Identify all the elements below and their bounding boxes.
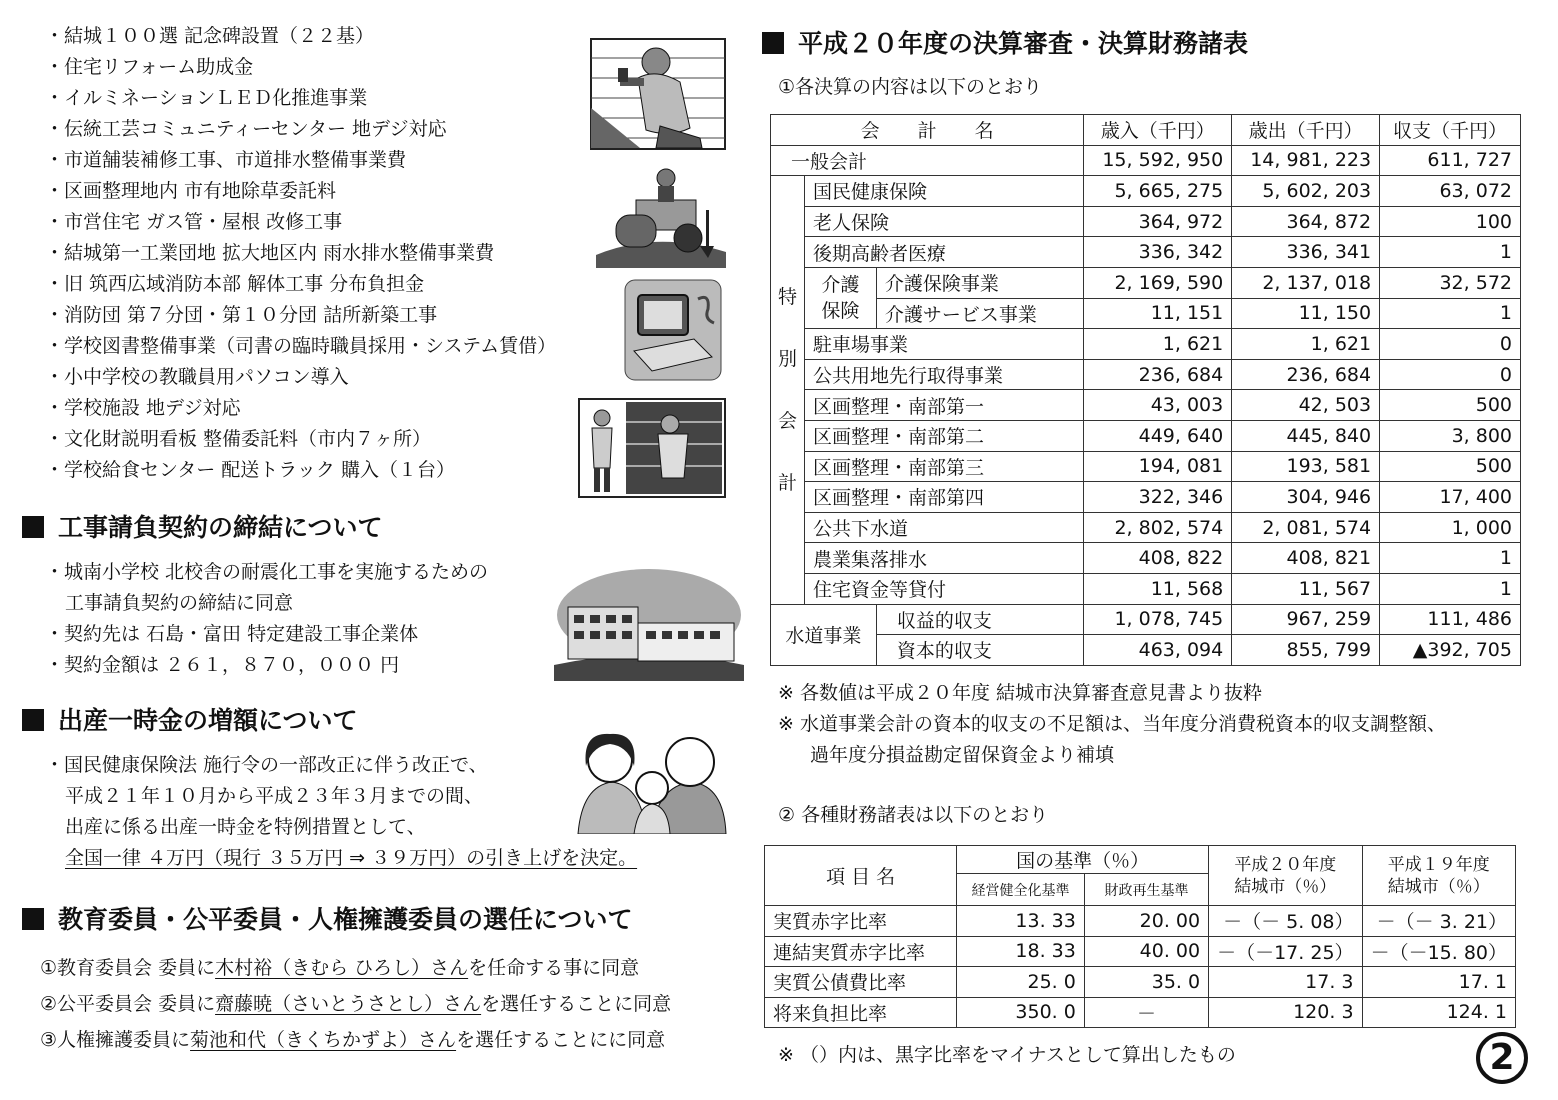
special-account-label: 特 別 会 計 [771,176,805,604]
table-row: 区画整理・南部第一 43, 003 42, 503 500 [771,390,1521,421]
table-row: 将来負担比率 350. 0 － 120. 3 124. 1 [765,997,1516,1028]
contract-line: 契約金額は ２６１，８７０，０００ 円 [64,654,400,676]
ratios-note: ※ （）内は、黒字比率をマイナスとして算出したもの [778,1044,1236,1066]
settlement-title: 平成２０年度の決算審査・決算財務諸表 [798,29,1249,58]
computer-clipart [624,279,722,381]
table-header: 平成１９年度 結城市（％） [1362,846,1515,906]
list-item: ・ 学校給食センター 配送トラック 購入（１台） [45,455,556,486]
list-item: ・ 伝統工芸コミュニティーセンター 地デジ対応 [45,114,556,145]
page-number: 2 [1476,1032,1528,1084]
committee-text [40,950,671,1058]
worker-clipart [590,38,726,150]
table-row: 介護サービス事業 11, 151 11, 150 1 [771,298,1521,329]
table-header-row [765,846,1516,874]
contract-title: 工事請負契約の締結について [58,513,383,542]
table-row: 後期高齢者医療 336, 342 336, 341 1 [771,237,1521,268]
contract-line: 城南小学校 北校舎の耐震化工事を実施するための [64,561,489,583]
table-header: 会 計 名 [771,115,1084,146]
committee-heading [22,900,633,936]
table-row: 区画整理・南部第四 322, 346 304, 946 17, 400 [771,482,1521,513]
project-list [45,21,556,486]
library-clipart [578,398,726,498]
table-row: 住宅資金等貸付 11, 568 11, 567 1 [771,573,1521,604]
table-row: 資本的収支 463, 094 855, 799 ▲392, 705 [771,635,1521,666]
settlement-subtitle: ①各決算の内容は以下のとおり [778,76,1043,98]
settlement-notes [778,678,1446,771]
table-row: 公共用地先行取得事業 236, 684 236, 684 0 [771,359,1521,390]
committee-item-1: ①教育委員会 委員に木村裕（きむら ひろし）さんを任命する事に同意 [40,957,640,979]
table-header: 国の基準（％） [957,846,1209,874]
birth-heading [22,701,358,737]
table-header: 経営健全化基準 [957,874,1085,906]
square-bullet-icon [22,709,44,731]
family-clipart [572,726,728,834]
contract-line: 工事請負契約の締結に同意 [65,592,294,614]
table-header: 平成２０年度 結城市（％） [1209,846,1362,906]
table-row: 駐車場事業 1, 621 1, 621 0 [771,329,1521,360]
table-row: 実質公債費比率 25. 0 35. 0 17. 3 17. 1 [765,967,1516,998]
table-row: 特 別 会 計 国民健康保険 5, 665, 275 5, 602, 203 63, 072 [771,176,1521,207]
committee-item-2: ②公平委員会 委員に齋藤暁（さいとうさとし）さんを選任することに同意 [40,993,672,1015]
committee-title: 教育委員・公平委員・人権擁護委員の選任について [58,905,633,934]
list-item: ・ 市営住宅 ガス管・屋根 改修工事 [45,207,556,238]
table-row: 介護 保険 介護保険事業 2, 169, 590 2, 137, 018 32, 572 [771,267,1521,298]
birth-line: 国民健康保険法 施行令の一部改正に伴う改正で、 [64,754,488,776]
road-roller-clipart [596,160,726,268]
account-name: 一般会計 [771,145,1084,176]
birth-line: 出産に係る出産一時金を特例措置として、 [65,816,426,838]
table-row: 区画整理・南部第二 449, 640 445, 840 3, 800 [771,420,1521,451]
square-bullet-icon [762,32,784,54]
kaigo-label: 介護 保険 [804,267,876,328]
square-bullet-icon [22,516,44,538]
birth-line: 平成２１年１０月から平成２３年３月までの間、 [65,785,484,807]
table-row: 老人保険 364, 972 364, 872 100 [771,206,1521,237]
list-item: ・ 学校施設 地デジ対応 [45,393,556,424]
list-item: ・ イルミネーションＬＥＤ化推進事業 [45,83,556,114]
committee-item-3: ③人権擁護委員に菊池和代（きくちかずよ）さんを選任することにに同意 [40,1029,666,1051]
table-header: 歳入（千円） [1084,115,1232,146]
table-header: 項 目 名 [765,846,957,906]
birth-line: 全国一律 ４万円（現行 ３５万円 ⇒ ３９万円）の引き上げを決定。 [65,847,638,869]
table-header: 収支（千円） [1380,115,1521,146]
list-item: ・ 結城第一工業団地 拡大地区内 雨水排水整備事業費 [45,238,556,269]
table-row: 公共下水道 2, 802, 574 2, 081, 574 1, 000 [771,512,1521,543]
contract-line: 契約先は 石島・富田 特定建設工事企業体 [64,623,419,645]
note-line: ※ 各数値は平成２０年度 結城市決算審査意見書より抜粋 [778,682,1263,704]
square-bullet-icon [22,908,44,930]
table-row: 区画整理・南部第三 194, 081 193, 581 500 [771,451,1521,482]
table-row: 水道事業 収益的収支 1, 078, 745 967, 259 111, 486 [771,604,1521,635]
table-header: 歳出（千円） [1232,115,1380,146]
table-header-row [771,115,1521,146]
ratios-subtitle: ② 各種財務諸表は以下のとおり [778,804,1049,826]
settlement-table [770,114,1521,666]
list-item: ・ 住宅リフォーム助成金 [45,52,556,83]
contract-text: ・城南小学校 北校舎の耐震化工事を実施するための 工事請負契約の締結に同意 ・契約先は 石島・富田 特定建設工事企業体 ・契約金額は ２６１，８７０，０００ 円 [45,561,489,676]
list-item: ・ 小中学校の教職員用パソコン導入 [45,362,556,393]
list-item: ・ 学校図書整備事業（司書の臨時職員採用・システム賃借） [45,331,556,362]
list-item: ・ 結城１００選 記念碑設置（２２基） [45,21,556,52]
birth-title: 出産一時金の増額について [58,706,358,735]
table-row: 実質赤字比率 13. 33 20. 00 －（－ 5. 08） －（－ 3. 21） [765,906,1516,937]
contract-heading [22,508,383,544]
list-item: ・ 市道舗装補修工事、市道排水整備事業費 [45,145,556,176]
list-item: ・ 区画整理地内 市有地除草委託料 [45,176,556,207]
table-row: 農業集落排水 408, 822 408, 821 1 [771,543,1521,574]
ratios-table [764,845,1516,1028]
list-item: ・ 旧 筑西広域消防本部 解体工事 分布負担金 [45,269,556,300]
list-item: ・ 消防団 第７分団・第１０分団 詰所新築工事 [45,300,556,331]
settlement-heading [762,24,1248,60]
water-label: 水道事業 [771,604,877,665]
list-item: ・ 文化財説明看板 整備委託料（市内７ヶ所） [45,424,556,455]
table-row: 連結実質赤字比率 18. 33 40. 00 －（－17. 25） －（－15. 80） [765,936,1516,967]
note-line: 過年度分損益勘定留保資金より補填 [810,744,1115,766]
birth-text: ・国民健康保険法 施行令の一部改正に伴う改正で、 平成２１年１０月から平成２３年３月までの間、 出産に係る出産一時金を特例措置として、 全国一律 ４万円（現行 ３５万円 ⇒ ３９万円）の引き上げを決定。 [45,750,637,874]
school-building-clipart [554,565,744,681]
table-header: 財政再生基準 [1084,874,1208,906]
note-line: ※ 水道事業会計の資本的収支の不足額は、当年度分消費税資本的収支調整額、 [778,713,1446,735]
table-row: 一般会計 15, 592, 950 14, 981, 223 611, 727 [771,145,1521,176]
